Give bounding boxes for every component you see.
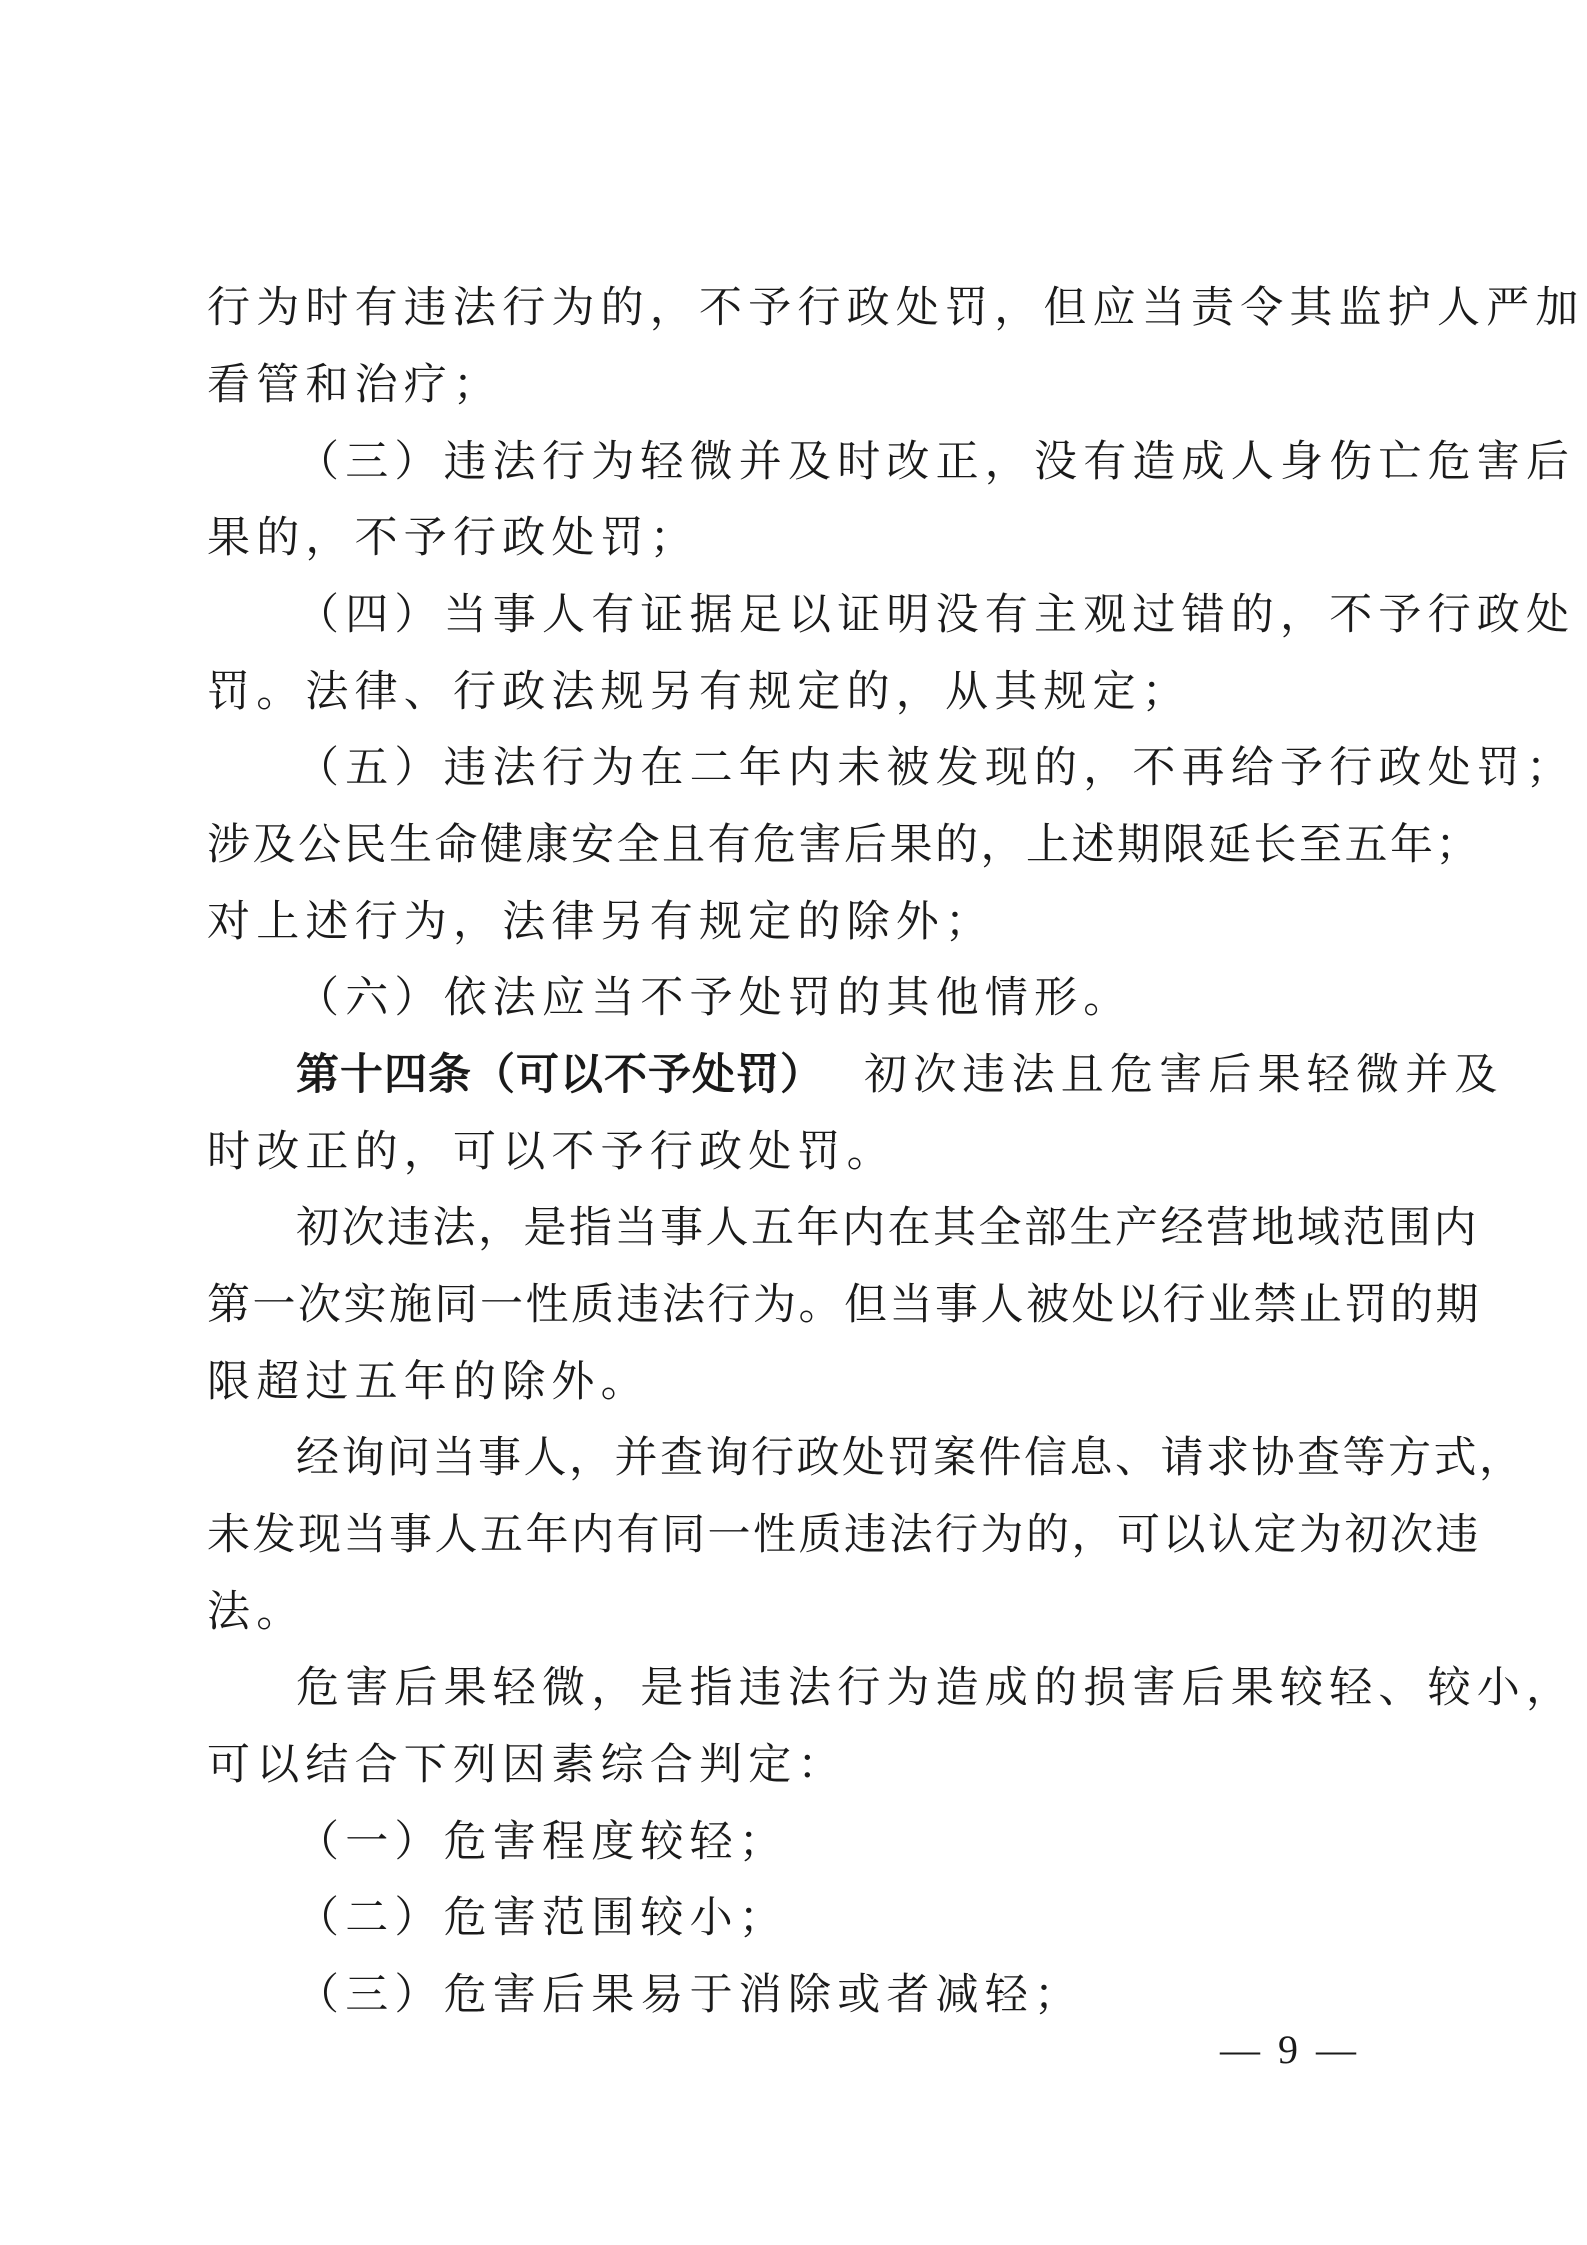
text-line: 限超过五年的除外。 [207,1357,650,1407]
text-line: 第一次实施同一性质违法行为。但当事人被处以行业禁止罚的期 [207,1280,1481,1330]
text-line: 看管和治疗； [207,360,503,410]
list-item: （二）危害范围较小； [296,1893,788,1943]
article-14-heading: 第十四条（可以不予处罚） [296,1050,824,1100]
article-14-first-line [296,1049,1504,1101]
text-line: （四）当事人有证据足以证明没有主观过错的，不予行政处 [296,590,1576,640]
page-number: — 9 — [1220,2027,1360,2072]
text-line: 时改正的，可以不予行政处罚。 [207,1127,896,1177]
list-item: （三）危害后果易于消除或者减轻； [296,1970,1084,2020]
list-item: （一）危害程度较轻； [296,1817,788,1867]
text-line: （三）违法行为轻微并及时改正，没有造成人身伤亡危害后 [296,437,1576,487]
text-line: 初次违法，是指当事人五年内在其全部生产经营地域范围内 [296,1203,1479,1253]
text-line: （五）违法行为在二年内未被发现的，不再给予行政处罚； [296,743,1576,793]
text-line: 经询问当事人，并查询行政处罚案件信息、请求协查等方式， [296,1433,1525,1483]
text-line: 法。 [207,1587,306,1637]
text-line: 可以结合下列因素综合判定： [207,1740,847,1790]
text-line: 行为时有违法行为的，不予行政处罚，但应当责令其监护人严加 [207,283,1585,333]
text-line: 涉及公民生命健康安全且有危害后果的，上述期限延长至五年； [207,820,1481,870]
article-14-text: 初次违法且危害后果轻微并及 [864,1050,1504,1100]
text-line: 对上述行为，法律另有规定的除外； [207,897,995,947]
text-line: 危害后果轻微，是指违法行为造成的损害后果较轻、较小， [296,1663,1576,1713]
text-line: （六）依法应当不予处罚的其他情形。 [296,973,1133,1023]
text-line: 罚。法律、行政法规另有规定的，从其规定； [207,667,1191,717]
text-line: 果的，不予行政处罚； [207,513,699,563]
text-line: 未发现当事人五年内有同一性质违法行为的，可以认定为初次违 [207,1510,1481,1560]
